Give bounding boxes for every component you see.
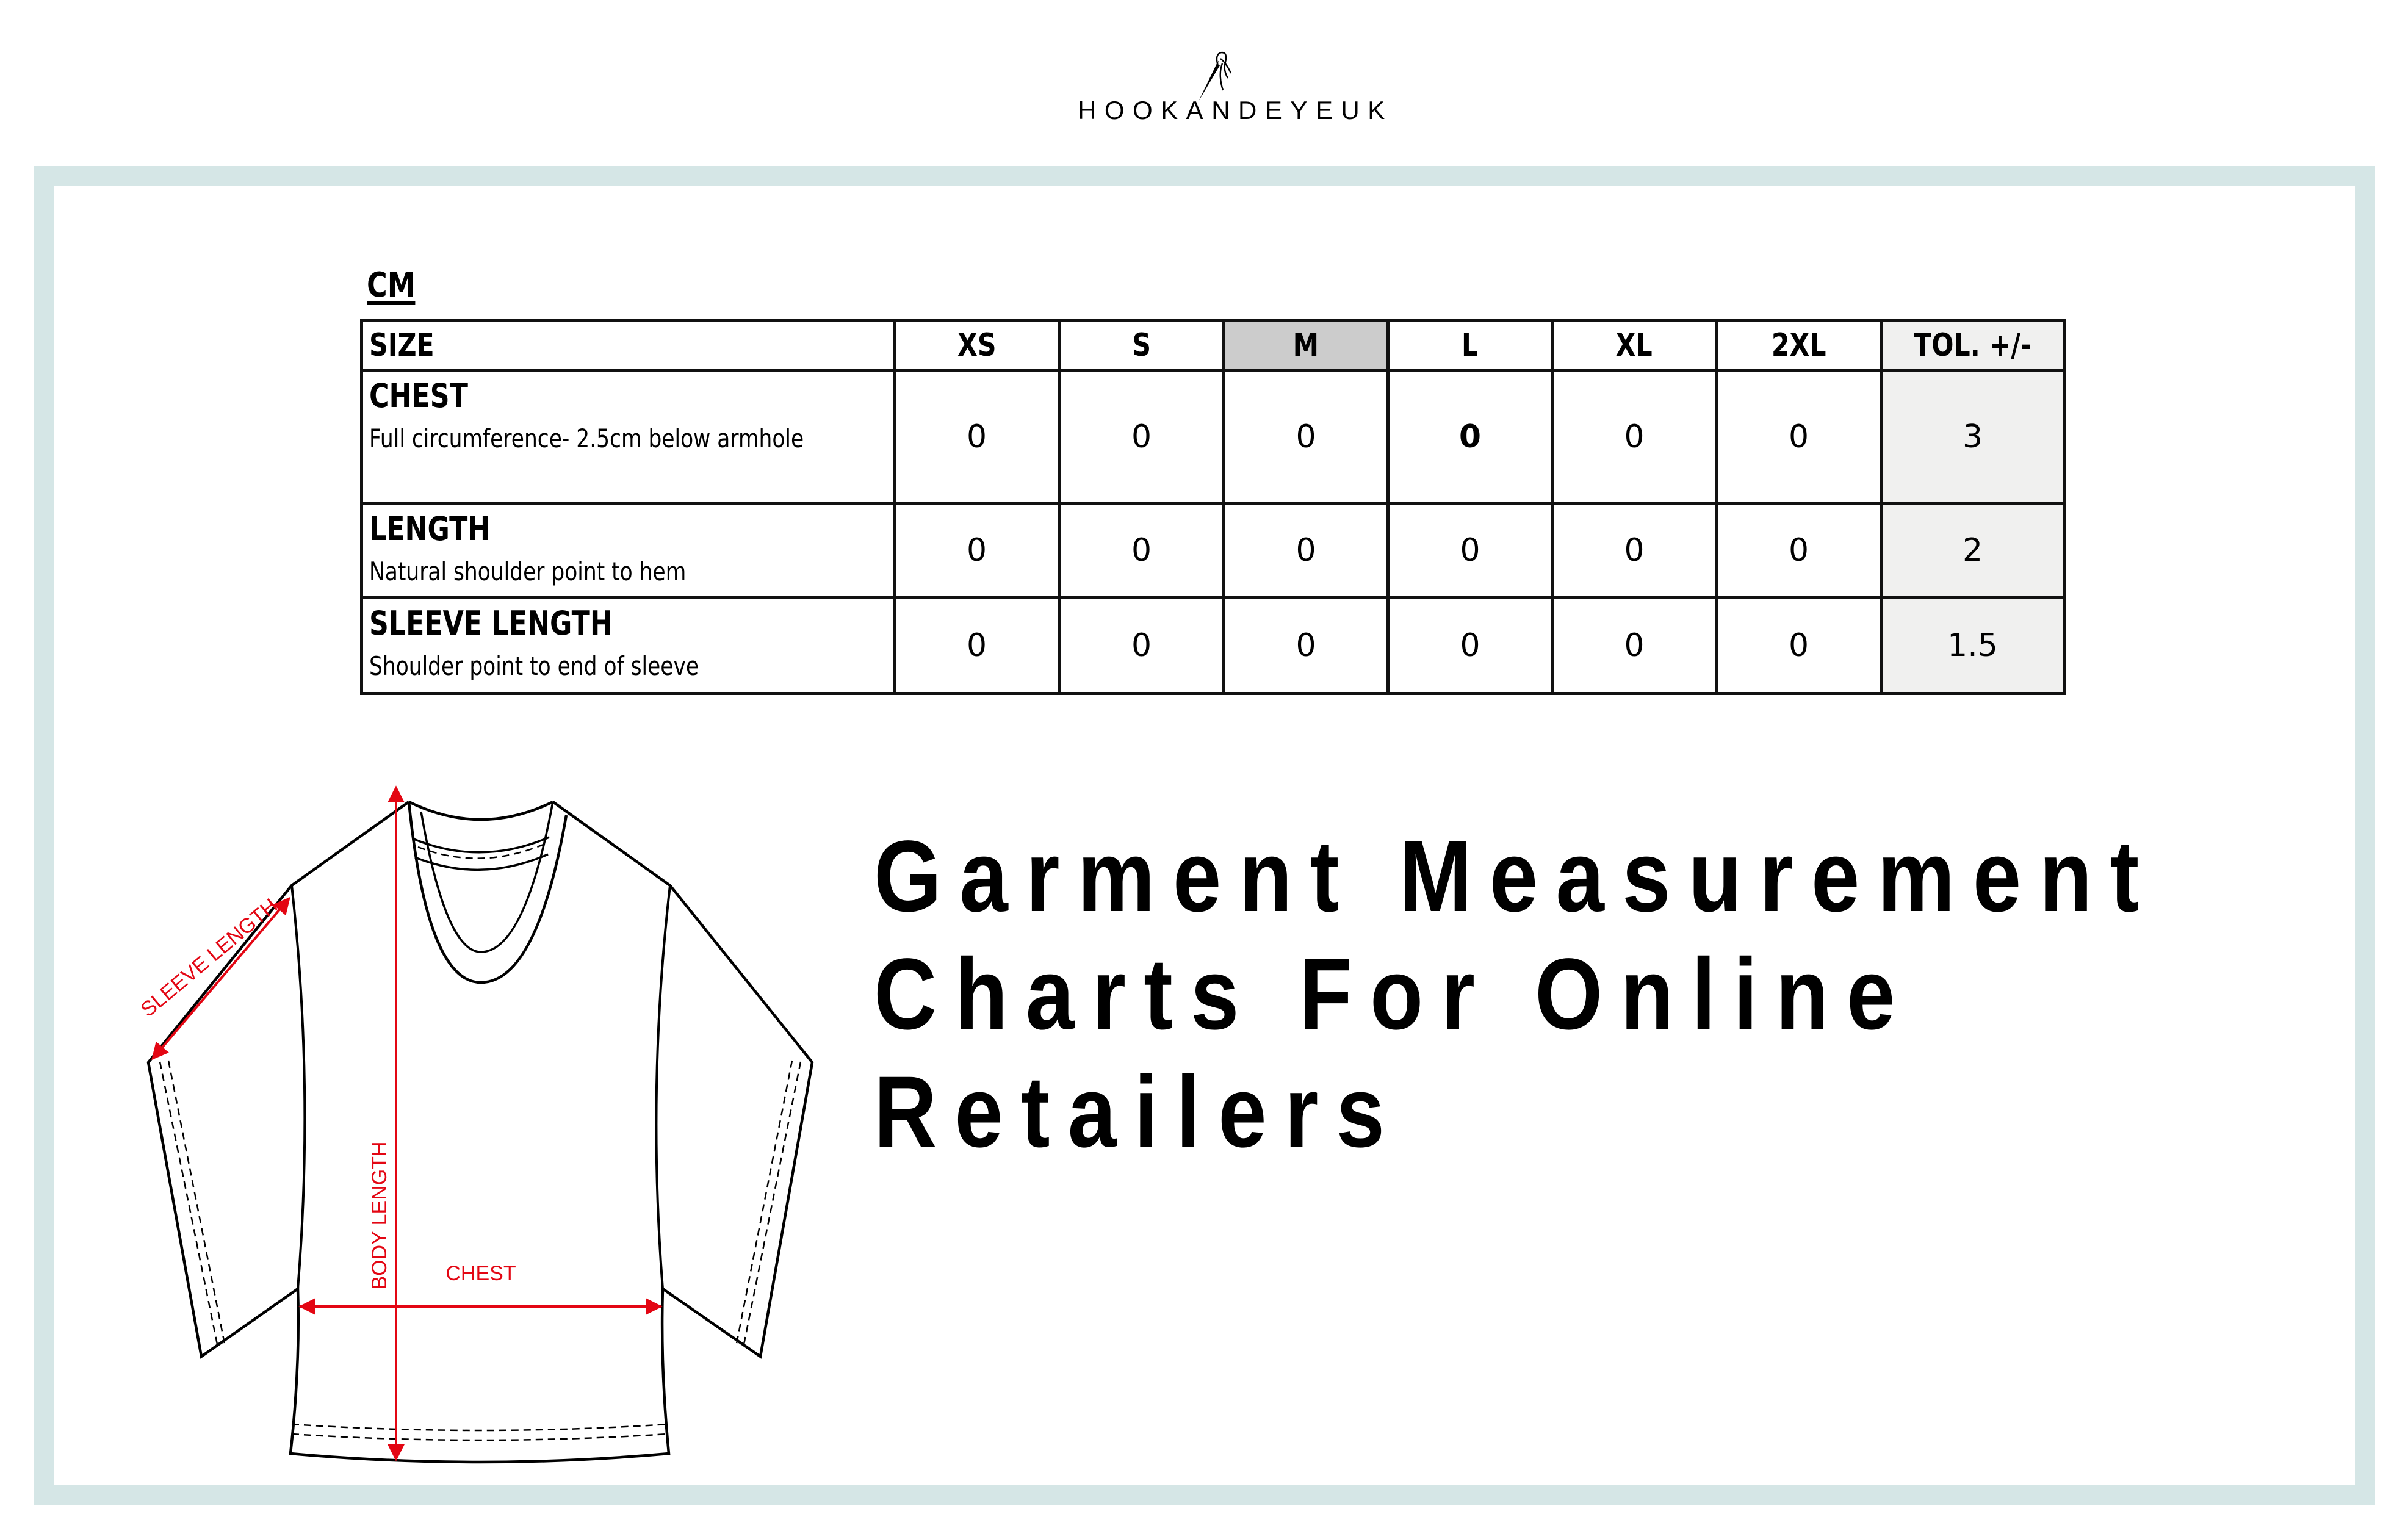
row-label (362, 503, 895, 598)
header-size: SIZE (362, 321, 895, 370)
header-m: M (1224, 321, 1388, 370)
table-row-sleeve-length (362, 598, 2064, 694)
measurement-name: LENGTH (369, 510, 491, 548)
page-title (874, 818, 2157, 1171)
measurement-description: Full circumference- 2.5cm below armhole (369, 423, 804, 453)
cell-xl: 0 (1552, 598, 1717, 694)
chest-label: CHEST (445, 1262, 516, 1285)
cell-m: 0 (1224, 370, 1388, 503)
brand-logo (0, 0, 2408, 146)
header-xl: XL (1552, 321, 1717, 370)
header-s: S (1059, 321, 1224, 370)
table-row-length (362, 503, 2064, 598)
cell-m: 0 (1224, 598, 1388, 694)
cell-s: 0 (1059, 598, 1224, 694)
cell-xl: 0 (1552, 370, 1717, 503)
header-xs: XS (895, 321, 1059, 370)
header-l: L (1388, 321, 1552, 370)
cell-l: 0 (1388, 370, 1552, 503)
cell-l: 0 (1388, 598, 1552, 694)
table-header-row (362, 321, 2064, 370)
title-line-3: Retailers (874, 1056, 1403, 1169)
sleeve-length-label: SLEEVE LENGTH (136, 894, 283, 1022)
cell-xs: 0 (895, 503, 1059, 598)
title-line-2: Charts For Online (874, 938, 1913, 1051)
cell-xl: 0 (1552, 503, 1717, 598)
cell-tolerance: 2 (1881, 503, 2064, 598)
header-2xl: 2XL (1717, 321, 1881, 370)
unit-label: CM (367, 265, 416, 305)
cell-xs: 0 (895, 370, 1059, 503)
cell-2xl: 0 (1717, 598, 1881, 694)
cell-tolerance: 3 (1881, 370, 2064, 503)
cell-s: 0 (1059, 370, 1224, 503)
measurement-name: CHEST (369, 377, 468, 415)
cell-2xl: 0 (1717, 370, 1881, 503)
cell-l: 0 (1388, 503, 1552, 598)
row-label (362, 370, 895, 503)
body-length-label: BODY LENGTH (368, 1141, 391, 1290)
title-line-1: Garment Measurement (874, 820, 2157, 933)
size-chart-table (360, 319, 2066, 695)
row-label (362, 598, 895, 694)
cell-2xl: 0 (1717, 503, 1881, 598)
cell-xs: 0 (895, 598, 1059, 694)
measurement-name: SLEEVE LENGTH (369, 604, 613, 643)
measurement-description: Shoulder point to end of sleeve (369, 651, 699, 681)
table-row-chest (362, 370, 2064, 503)
cell-m: 0 (1224, 503, 1388, 598)
cell-tolerance: 1.5 (1881, 598, 2064, 694)
brand-name: HOOKANDEYEUK (1078, 96, 1393, 124)
cell-s: 0 (1059, 503, 1224, 598)
header-tolerance: TOL. +/- (1881, 321, 2064, 370)
measurement-description: Natural shoulder point to hem (369, 557, 687, 586)
